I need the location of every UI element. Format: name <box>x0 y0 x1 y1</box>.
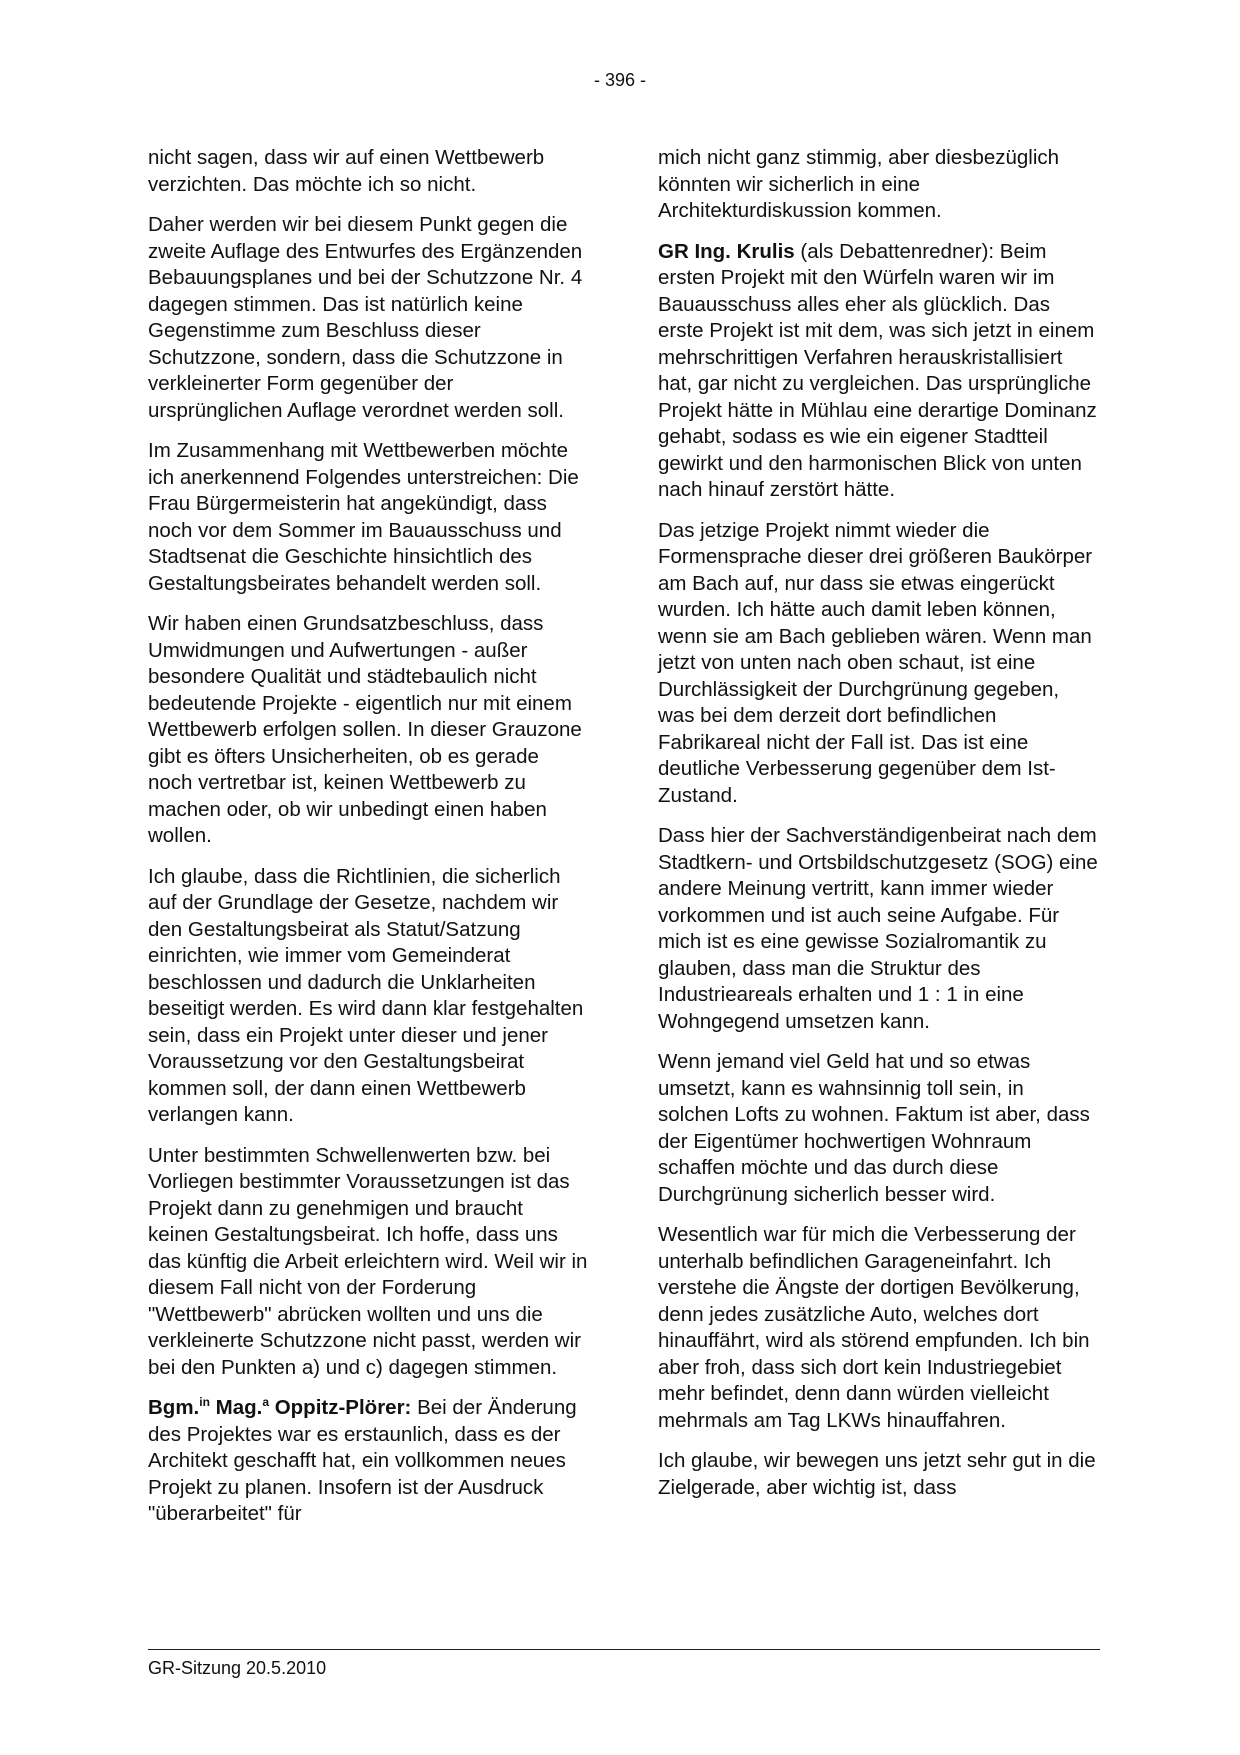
paragraph: Unter bestimmten Schwellenwerten bzw. bei Vorliegen bestimmter Voraussetzungen ist das Projekt dann zu genehmigen und braucht keinen Gestaltungsbeirat. Ich hoffe, dass uns das künftig die Arbeit erleichtern wird. Weil wir in diesem Fall nicht von der Forderung "Wettbewerb" abrücken wollten und uns die verkleinerte Schutzzone nicht passt, werden wir bei den Punkten a) und c) dagegen stimmen. <box>148 1143 588 1379</box>
page-number: - 396 - <box>593 70 647 90</box>
paragraph: Dass hier der Sachverständigenbeirat nach dem Stadtkern- und Ortsbildschutzgesetz (SOG) eine andere Meinung vertritt, kann immer wieder vorkommen und ist auch seine Aufgabe. Für mich ist es eine gewisse Sozialromantik zu glauben, dass man die Struktur des Industrieareals erhalten und 1 : 1 in eine Wohngegend umsetzen kann. <box>658 824 1098 1033</box>
paragraph: nicht sagen, dass wir auf einen Wettbewerb verzichten. Das möchte ich so nicht. <box>148 146 545 196</box>
mayor-speech: Bei der Änderung des Projektes war es erstaunlich, dass es der Architekt geschafft hat, ein vollkommen neues Projekt zu planen. Insofern ist der Ausdruck "überarbeitet" für <box>148 1396 577 1525</box>
paragraph: Wenn jemand viel Geld hat und so etwas umsetzt, kann es wahnsinnig toll sein, in solchen Lofts zu wohnen. Faktum ist aber, dass der Eigentümer hochwertigen Wohnraum schaffen möchte und das durch diese Durchgrünung sicherlich besser wird. <box>658 1050 1090 1206</box>
krulis-statement <box>658 239 1100 504</box>
paragraph: Ich glaube, wir bewegen uns jetzt sehr gut in die Zielgerade, aber wichtig ist, dass <box>658 1449 1096 1499</box>
mayor-speaker-name: Bgm.$^{in}$ Mag.$^a$ Oppitz-Plörer: <box>148 1395 412 1419</box>
mayor-statement <box>148 1395 588 1528</box>
krulis-speech: (als Debattenredner): Beim ersten Projekt mit den Würfeln waren wir im Bauausschuss alles eher als glücklich. Das erste Projekt ist mit dem, was sich jetzt in einem mehrschrittigen Verfahren herauskristallisiert hat, gar nicht zu vergleichen. Das ursprüngliche Projekt hätte in Mühlau eine derartige Dominanz gehabt, sodass es wie ein eigener Stadtteil gewirkt und den harmonischen Blick von unten nach hinauf zerstört hätte. <box>658 239 1097 501</box>
krulis-speaker-name: GR Ing. Krulis <box>658 239 795 263</box>
footer-divider <box>148 1649 1100 1650</box>
left-column <box>148 145 588 1542</box>
paragraph: Ich glaube, dass die Richtlinien, die sicherlich auf der Grundlage der Gesetze, nachdem wir den Gestaltungsbeirat als Statut/Satzung einrichten, wie immer vom Gemeinderat beschlossen und dadurch die Unklarheiten beseitigt werden. Es wird dann klar festgehalten sein, dass ein Projekt unter dieser und jener Voraussetzung vor den Gestaltungsbeirat kommen soll, der dann einen Wettbewerb verlangen kann. <box>148 864 584 1126</box>
paragraph: Daher werden wir bei diesem Punkt gegen die zweite Auflage des Entwurfes des Ergänzenden Bebauungsplanes und bei der Schutzzone Nr. 4 dagegen stimmen. Das ist natürlich keine Gegenstimme zum Beschluss dieser Schutzzone, sondern, dass die Schutzzone in verkleinerter Form gegenüber der ursprünglichen Auflage verordnet werden soll. <box>148 213 583 422</box>
paragraph: Wir haben einen Grundsatzbeschluss, dass Umwidmungen und Aufwertungen - außer besondere Qualität und städtebaulich nicht bedeutende Projekte - eigentlich nur mit einem Wettbewerb erfolgen sollen. In dieser Grauzone gibt es öfters Unsicherheiten, ob es gerade noch vertretbar ist, keinen Wettbewerb zu machen oder, ob wir unbedingt einen haben wollen. <box>148 612 582 847</box>
footer-text: GR-Sitzung 20.5.2010 <box>148 1658 327 1678</box>
paragraph: Das jetzige Projekt nimmt wieder die Formensprache dieser drei größeren Baukörper am Bach auf, nur dass sie etwas eingerückt wurden. Ich hätte auch damit leben können, wenn sie am Bach geblieben wären. Wenn man jetzt von unten nach oben schaut, ist eine Durchlässigkeit der Durchgrünung gegeben, was bei dem derzeit dort befindlichen Fabrikareal nicht der Fall ist. Das ist eine deutliche Verbesserung gegenüber dem Ist-Zustand. <box>658 518 1093 807</box>
right-column <box>658 145 1100 1515</box>
paragraph: Wesentlich war für mich die Verbesserung der unterhalb befindlichen Garageneinfahrt. Ich verstehe die Ängste der dortigen Bevölkerung, denn jedes zusätzliche Auto, welches dort hinauffährt, wird als störend empfunden. Ich bin aber froh, dass sich dort kein Industriegebiet mehr befindet, denn dann würden vielleicht mehrmals am Tag LKWs hinauffahren. <box>658 1223 1090 1432</box>
paragraph: mich nicht ganz stimmig, aber diesbezüglich könnten wir sicherlich in eine Architekturdiskussion kommen. <box>658 146 1060 222</box>
paragraph: Im Zusammenhang mit Wettbewerben möchte ich anerkennend Folgendes unterstreichen: Die Frau Bürgermeisterin hat angekündigt, dass noch vor dem Sommer im Bauausschuss und Stadtsenat die Geschichte hinsichtlich des Gestaltungsbeirates behandelt werden soll. <box>148 439 579 595</box>
